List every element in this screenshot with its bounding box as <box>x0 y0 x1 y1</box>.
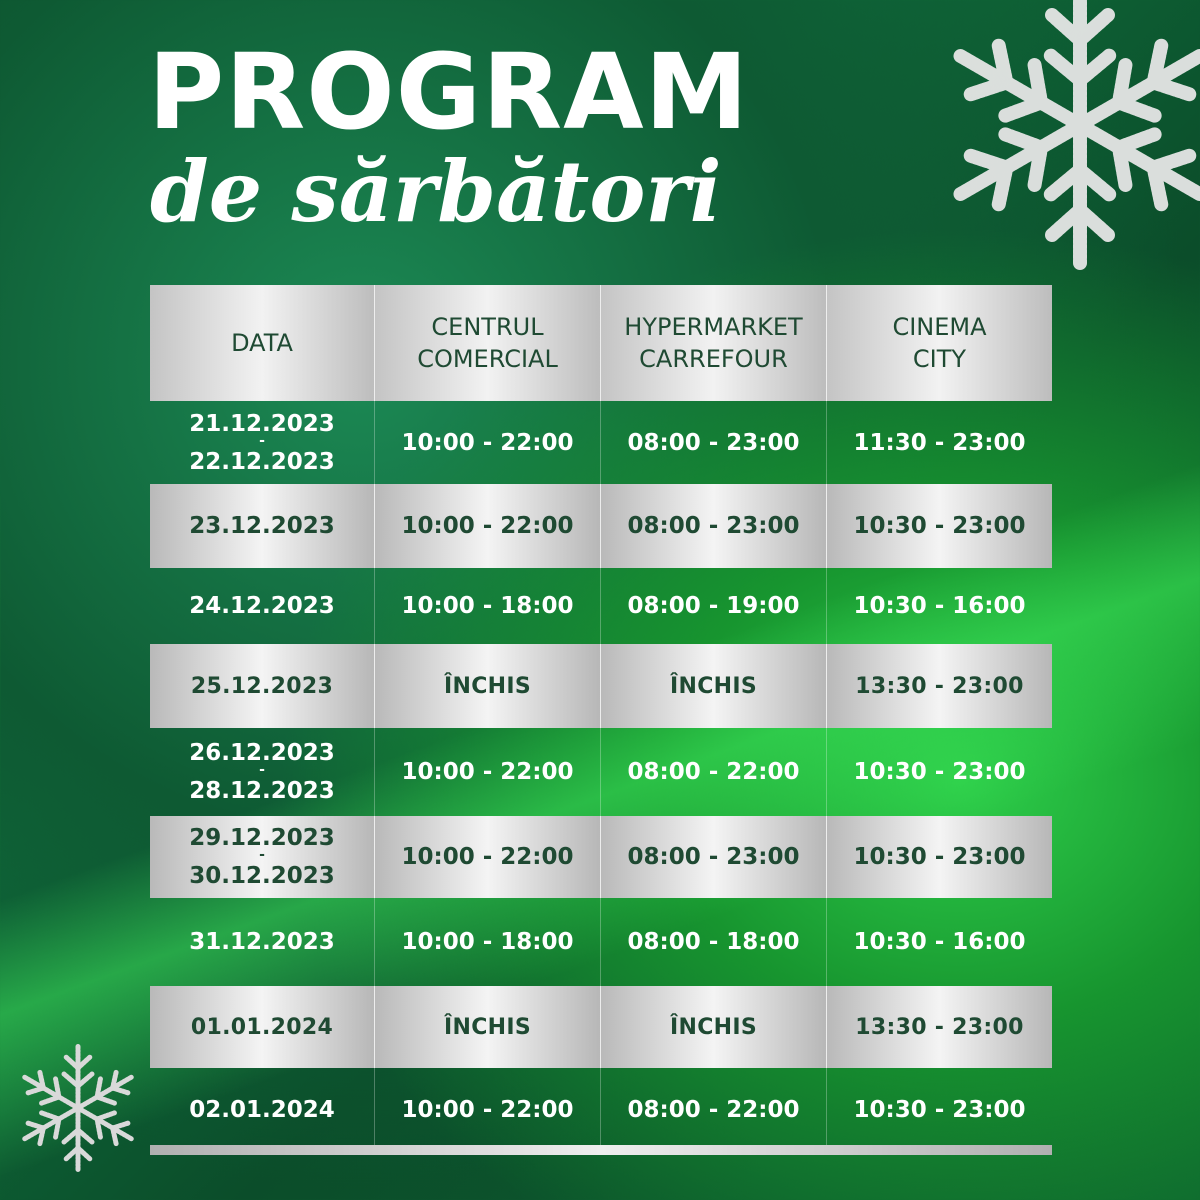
hypermarket-hours: 08:00 - 18:00 <box>600 898 826 986</box>
cinema-hours: 13:30 - 23:00 <box>826 986 1052 1068</box>
mall-hours: ÎNCHIS <box>374 644 600 728</box>
cinema-hours: 10:30 - 16:00 <box>826 568 1052 644</box>
date-cell: 02.01.2024 <box>189 1097 335 1123</box>
table-bottom-border <box>150 1145 1052 1155</box>
date-cell: 01.01.2024 <box>150 986 374 1068</box>
hypermarket-hours: 08:00 - 22:00 <box>600 1068 826 1152</box>
date-cell: 21.12.2023 - 22.12.2023 <box>189 410 335 475</box>
cinema-hours: 11:30 - 23:00 <box>826 401 1052 484</box>
cinema-hours: 10:30 - 23:00 <box>826 816 1052 898</box>
header-date: DATA <box>150 285 374 401</box>
snowflake-icon <box>8 1038 148 1178</box>
hypermarket-hours: ÎNCHIS <box>600 986 826 1068</box>
hypermarket-hours: 08:00 - 23:00 <box>600 401 826 484</box>
hypermarket-hours: ÎNCHIS <box>600 644 826 728</box>
date-cell: 25.12.2023 <box>150 644 374 728</box>
mall-hours: ÎNCHIS <box>374 986 600 1068</box>
mall-hours: 10:00 - 18:00 <box>374 568 600 644</box>
hypermarket-hours: 08:00 - 19:00 <box>600 568 826 644</box>
cinema-hours: 10:30 - 23:00 <box>826 728 1052 816</box>
mall-hours: 10:00 - 22:00 <box>374 816 600 898</box>
hypermarket-hours: 08:00 - 23:00 <box>600 484 826 568</box>
mall-hours: 10:00 - 18:00 <box>374 898 600 986</box>
date-cell: 29.12.2023 - 30.12.2023 <box>150 816 374 898</box>
schedule-table <box>150 285 1052 1152</box>
header-hypermarket: HYPERMARKET CARREFOUR <box>600 285 826 401</box>
mall-hours: 10:00 - 22:00 <box>374 1068 600 1152</box>
header-mall: CENTRUL COMERCIAL <box>374 285 600 401</box>
mall-hours: 10:00 - 22:00 <box>374 401 600 484</box>
hypermarket-hours: 08:00 - 23:00 <box>600 816 826 898</box>
cinema-hours: 10:30 - 16:00 <box>826 898 1052 986</box>
date-cell: 24.12.2023 <box>189 593 335 619</box>
cinema-hours: 13:30 - 23:00 <box>826 644 1052 728</box>
page-subtitle: de sărbători <box>150 142 722 241</box>
snowflake-icon <box>930 0 1200 290</box>
hypermarket-hours: 08:00 - 22:00 <box>600 728 826 816</box>
mall-hours: 10:00 - 22:00 <box>374 728 600 816</box>
date-cell: 31.12.2023 <box>189 929 335 955</box>
date-cell: 26.12.2023 - 28.12.2023 <box>189 740 335 804</box>
date-cell: 23.12.2023 <box>150 484 374 568</box>
cinema-hours: 10:30 - 23:00 <box>826 484 1052 568</box>
header-cinema: CINEMA CITY <box>826 285 1052 401</box>
mall-hours: 10:00 - 22:00 <box>374 484 600 568</box>
cinema-hours: 10:30 - 23:00 <box>826 1068 1052 1152</box>
page-title: PROGRAM <box>148 31 750 153</box>
